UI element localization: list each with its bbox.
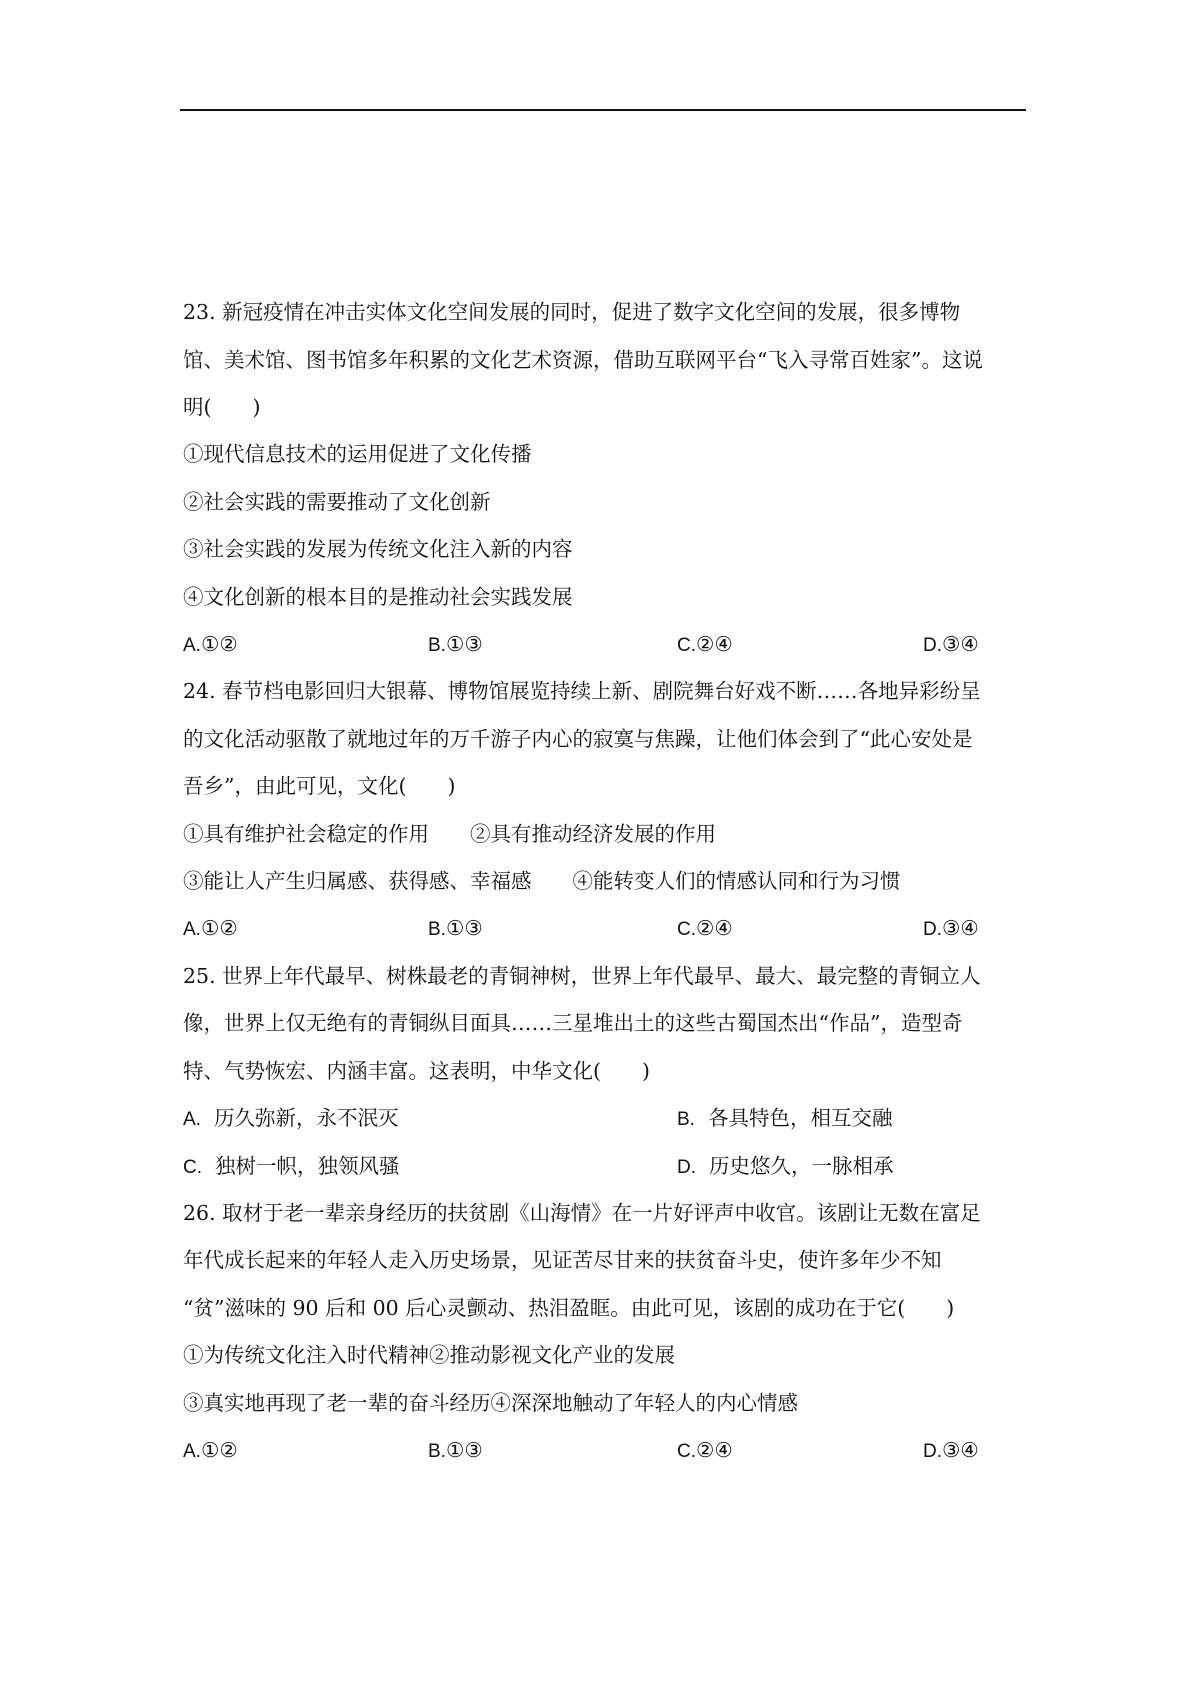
option-text: ①② xyxy=(200,1438,238,1462)
option-text: ①② xyxy=(200,916,238,940)
option-b xyxy=(428,627,483,661)
option-letter: C. xyxy=(677,635,696,656)
option-d xyxy=(923,911,979,945)
option-letter: B. xyxy=(428,1441,446,1462)
option-text: 历史悠久，一脉相承 xyxy=(709,1154,894,1178)
option-c xyxy=(677,627,733,661)
option-letter: A. xyxy=(183,1441,201,1462)
option-c xyxy=(183,1149,400,1183)
question-stem-line: 26. 取材于老一辈亲身经历的扶贫剧《山海情》在一片好评声中收官。该剧让无数在富足 xyxy=(183,1201,981,1225)
option-letter: B. xyxy=(428,635,446,656)
option-b xyxy=(428,1433,483,1467)
option-text: ②④ xyxy=(696,916,733,940)
option-text: ③④ xyxy=(942,632,979,656)
option-a xyxy=(183,911,238,945)
option-a xyxy=(183,627,238,661)
option-c xyxy=(677,911,733,945)
question-stem-line: 25. 世界上年代最早、树株最老的青铜神树，世界上年代最早、最大、最完整的青铜立人 xyxy=(183,964,981,988)
option-letter: D. xyxy=(923,635,942,656)
statement: ④文化创新的根本目的是推动社会实践发展 xyxy=(183,585,573,609)
question-stem-line: 吾乡”，由此可见，文化( ) xyxy=(183,774,456,798)
option-text: ①③ xyxy=(445,916,483,940)
statement: ③能让人产生归属感、获得感、幸福感 ④能转变人们的情感认同和行为习惯 xyxy=(183,869,901,893)
question-stem-line: “贫”滋味的 90 后和 00 后心灵颤动、热泪盈眶。由此可见，该剧的成功在于它( ) xyxy=(183,1296,955,1320)
option-letter: D. xyxy=(923,919,942,940)
option-text: ②④ xyxy=(696,632,733,656)
option-letter: B. xyxy=(428,919,446,940)
option-text: ③④ xyxy=(942,916,979,940)
option-text: 各具特色，相互交融 xyxy=(708,1106,893,1130)
option-text: ①③ xyxy=(445,1438,483,1462)
question-stem-line: 像，世界上仅无绝有的青铜纵目面具……三星堆出土的这些古蜀国杰出“作品”，造型奇 xyxy=(183,1011,963,1035)
option-d xyxy=(677,1149,894,1183)
question-stem-line: 年代成长起来的年轻人走入历史场景，见证苦尽甘来的扶贫奋斗史，使许多年少不知 xyxy=(183,1248,942,1272)
option-a xyxy=(183,1433,238,1467)
option-c xyxy=(677,1433,733,1467)
option-letter: D. xyxy=(923,1441,942,1462)
question-stem-line: 明( ) xyxy=(183,395,261,419)
statement: ③真实地再现了老一辈的奋斗经历④深深地触动了年轻人的内心情感 xyxy=(183,1391,798,1415)
statement: ①具有维护社会稳定的作用 ②具有推动经济发展的作用 xyxy=(183,822,716,846)
question-stem-line: 特、气势恢宏、内涵丰富。这表明，中华文化( ) xyxy=(183,1059,650,1083)
option-text: ①② xyxy=(200,632,238,656)
option-d xyxy=(923,1433,979,1467)
header-rule xyxy=(180,109,1026,111)
option-d xyxy=(923,627,979,661)
option-b xyxy=(428,911,483,945)
statement: ③社会实践的发展为传统文化注入新的内容 xyxy=(183,537,573,561)
statement: ②社会实践的需要推动了文化创新 xyxy=(183,490,491,514)
question-stem-line: 馆、美术馆、图书馆多年积累的文化艺术资源，借助互联网平台“飞入寻常百姓家”。这说 xyxy=(183,348,983,372)
question-stem-line: 23. 新冠疫情在冲击实体文化空间发展的同时，促进了数字文化空间的发展，很多博物 xyxy=(183,300,961,324)
option-b xyxy=(677,1101,893,1135)
option-a xyxy=(183,1101,399,1135)
option-letter: A. xyxy=(183,635,201,656)
option-text: ③④ xyxy=(942,1438,979,1462)
statement: ①现代信息技术的运用促进了文化传播 xyxy=(183,442,532,466)
option-text: ①③ xyxy=(445,632,483,656)
option-letter: A. xyxy=(183,1109,201,1130)
question-stem-line: 的文化活动驱散了就地过年的万千游子内心的寂寞与焦躁，让他们体会到了“此心安处是 xyxy=(183,727,973,751)
option-letter: C. xyxy=(183,1157,202,1178)
statement: ①为传统文化注入时代精神②推动影视文化产业的发展 xyxy=(183,1343,675,1367)
option-letter: D. xyxy=(677,1157,696,1178)
question-stem-line: 24. 春节档电影回归大银幕、博物馆展览持续上新、剧院舞台好戏不断……各地异彩纷呈 xyxy=(183,679,981,703)
option-text: ②④ xyxy=(696,1438,733,1462)
option-text: 历久弥新，永不泯灭 xyxy=(214,1106,399,1130)
option-text: 独树一帜，独领风骚 xyxy=(215,1154,400,1178)
option-letter: C. xyxy=(677,919,696,940)
option-letter: A. xyxy=(183,919,201,940)
option-letter: B. xyxy=(677,1109,695,1130)
option-letter: C. xyxy=(677,1441,696,1462)
